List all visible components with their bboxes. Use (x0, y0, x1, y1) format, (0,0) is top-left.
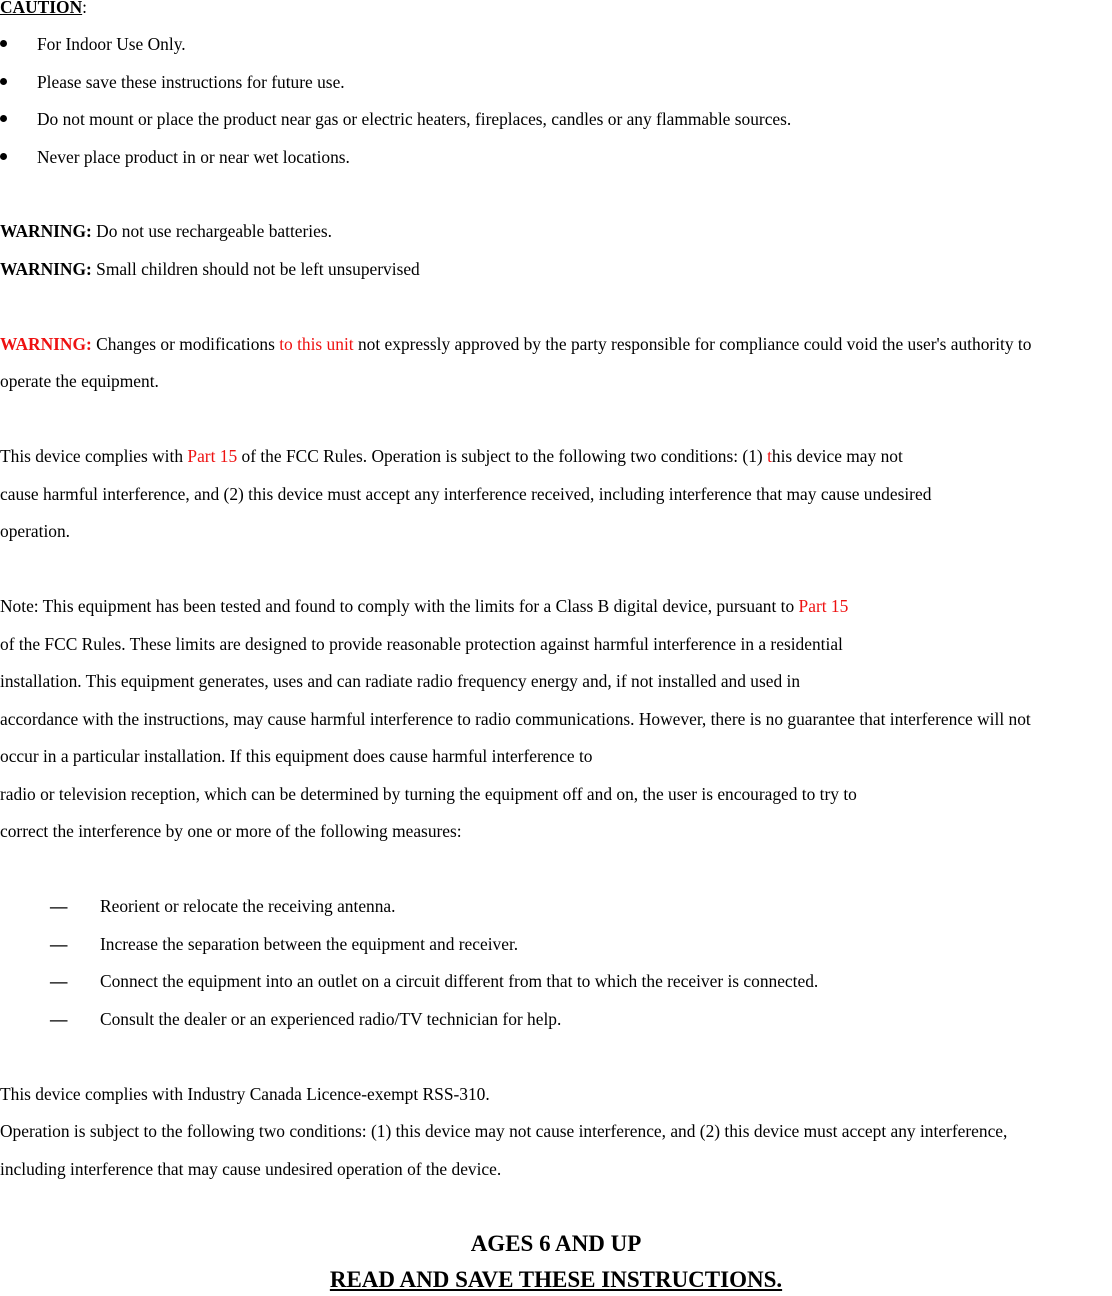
fcc-text: cause harmful interference, and (2) this device must accept any interference received, including interference that may cause undesired (0, 484, 932, 504)
caution-heading: CAUTION (0, 0, 83, 17)
note-text: Note: This equipment has been tested and found to comply with the limits for a Class B digital device, pursuant to (0, 596, 799, 616)
caution-item-text: Never place product in or near wet locations. (37, 147, 350, 167)
warning-children (0, 258, 420, 280)
note-part-ref: Part 15 (798, 596, 849, 616)
note-text: correct the interference by one or more of the following measures: (0, 821, 462, 841)
canada-statement (0, 1120, 1007, 1142)
fcc-text: of the FCC Rules. Operation is subject to the following two conditions: (1) (237, 446, 768, 466)
ages-heading: AGES 6 AND UP (470, 1231, 642, 1256)
warning-text: Changes or modifications (91, 334, 280, 354)
note-text: installation. This equipment generates, uses and can radiate radio frequency energy and, if not installed and used in (0, 671, 801, 691)
note-paragraph (0, 820, 462, 842)
fcc-text: This device complies with (0, 446, 188, 466)
note-paragraph (0, 708, 1031, 730)
canada-text: Operation is subject to the following two conditions: (1) this device may not cause interference, and (2) this device must accept any interference, (0, 1121, 1008, 1141)
read-save-heading: READ AND SAVE THESE INSTRUCTIONS. (329, 1267, 783, 1292)
canada-statement (0, 1158, 501, 1180)
warning-text-highlight: to this unit (279, 334, 354, 354)
fcc-statement (0, 483, 931, 505)
warning-text: Small children should not be left unsupervised (91, 259, 420, 279)
fcc-statement (0, 520, 70, 542)
caution-item-text: For Indoor Use Only. (37, 34, 186, 54)
note-paragraph (0, 595, 848, 617)
bullet-icon (0, 78, 7, 85)
note-paragraph (0, 745, 593, 767)
dash-icon: — (50, 1009, 68, 1029)
fcc-text: operation. (0, 521, 71, 541)
bullet-icon (0, 40, 7, 47)
fcc-statement (0, 445, 903, 467)
warning-text: operate the equipment. (0, 371, 159, 391)
bullet-icon (0, 153, 7, 160)
note-text: of the FCC Rules. These limits are designed to provide reasonable protection against harmful interference in a residential (0, 634, 843, 654)
canada-text: including interference that may cause undesired operation of the device. (0, 1159, 502, 1179)
warning-text: Do not use rechargeable batteries. (91, 221, 332, 241)
bullet-icon (0, 115, 7, 122)
warning-label: WARNING: (0, 259, 92, 279)
caution-item-text: Please save these instructions for future use. (37, 72, 345, 92)
dash-icon: — (50, 934, 68, 954)
note-text: radio or television reception, which can be determined by turning the equipment off and on, the user is encouraged to try to (0, 784, 857, 804)
measure-text: Connect the equipment into an outlet on a circuit different from that to which the receiver is connected. (100, 971, 819, 991)
caution-item-text: Do not mount or place the product near gas or electric heaters, fireplaces, candles or any flammable sources. (37, 109, 792, 129)
measure-text: Increase the separation between the equipment and receiver. (100, 934, 519, 954)
warning-modifications-cont (0, 370, 159, 392)
warning-label: WARNING: (0, 221, 92, 241)
note-paragraph (0, 670, 800, 692)
measure-text: Consult the dealer or an experienced radio/TV technician for help. (100, 1009, 562, 1029)
dash-icon: — (50, 896, 68, 916)
canada-statement (0, 1083, 490, 1105)
caution-heading-line (0, 0, 87, 18)
warning-text: not expressly approved by the party responsible for compliance could void the user's authority to (353, 334, 1032, 354)
fcc-text-highlight: t (767, 446, 772, 466)
note-paragraph (0, 633, 843, 655)
measure-text: Reorient or relocate the receiving antenna. (100, 896, 396, 916)
fcc-text: his device may not (771, 446, 903, 466)
warning-batteries (0, 220, 332, 242)
note-text: accordance with the instructions, may cause harmful interference to radio communications. However, there is no guarantee that interference will not (0, 709, 1031, 729)
note-text: occur in a particular installation. If this equipment does cause harmful interference to (0, 746, 593, 766)
caution-colon: : (82, 0, 87, 17)
note-paragraph (0, 783, 857, 805)
dash-icon: — (50, 971, 68, 991)
fcc-part-ref: Part 15 (187, 446, 238, 466)
canada-text: This device complies with Industry Canada Licence-exempt RSS-310. (0, 1084, 490, 1104)
warning-modifications (0, 333, 1031, 355)
warning-label: WARNING: (0, 334, 92, 354)
